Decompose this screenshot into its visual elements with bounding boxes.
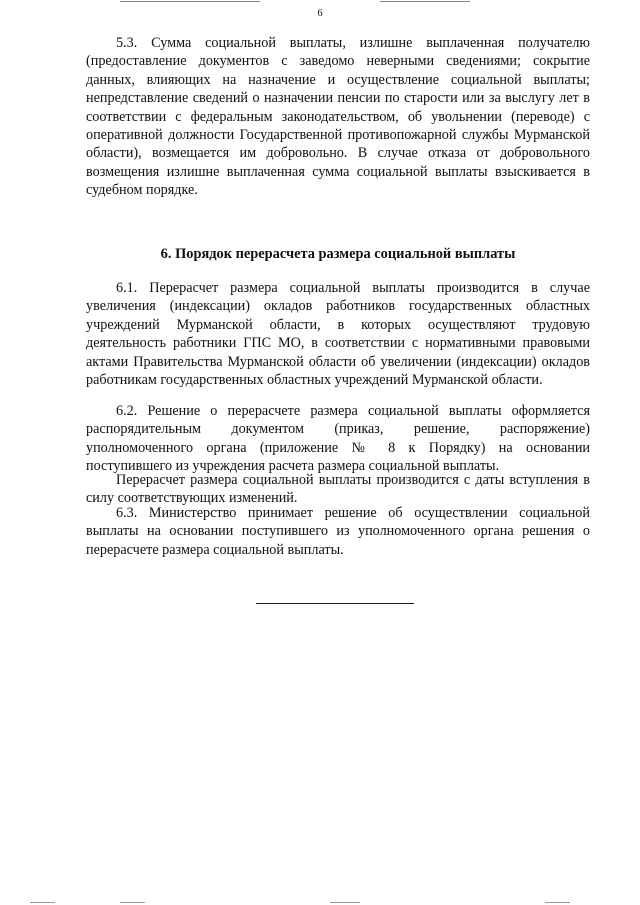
scan-bottom-mark-4 xyxy=(545,902,570,903)
paragraph-6-2-recalc-date: Перерасчет размера социальной выплаты производится с даты вступления в силу соответствующих изменений. xyxy=(86,472,590,507)
paragraph-6-3: 6.3. Министерство принимает решение об осуществлении социальной выплаты на основании поступившего из уполномоченного органа решения о перерасчете размера социальной выплаты. xyxy=(86,505,590,558)
paragraph-6-1: 6.1. Перерасчет размера социальной выплаты производится в случае увеличения (индексации) окладов работников государственных областных учреждений Мурманской области, в которых осуществляют трудовую деятельность работники ГПС МО, в соответствии с нормативными правовыми актами Правительства Мурманской области об увеличении (индексации) окладов работникам государственных областных учреждений Мурманской области. xyxy=(86,280,590,389)
scan-bottom-mark-1 xyxy=(30,902,55,903)
end-of-text-line xyxy=(256,603,414,604)
scan-edge-mark-right xyxy=(380,1,470,2)
page-number: 6 xyxy=(317,8,323,19)
paragraph-5-3: 5.3. Сумма социальной выплаты, излишне выплаченная получателю (предоставление документов с заведомо неверными сведениями; сокрытие данных, влияющих на назначение и осуществление социальной выплаты; непредставление сведений о назначении пенсии по старости или за выслугу лет в соответствии с федеральным законодательством, об увольнении (переводе) с оперативной должности Государственной противопожарной службы Мурманской области), возмещается им добровольно. В случае отказа от добровольного возмещения излишне выплаченная сумма социальной выплаты взыскивается в судебном порядке. xyxy=(86,35,590,199)
scan-edge-mark-left xyxy=(120,1,260,2)
scan-bottom-mark-3 xyxy=(330,902,360,903)
paragraph-6-2: 6.2. Решение о перерасчете размера социальной выплаты оформляется распорядительным документом (приказ, решение, распоряжение) уполномоченного органа (приложение № 8 к Порядку) на основании поступившего из учреждения расчета размера социальной выплаты. xyxy=(86,403,590,475)
scan-bottom-mark-2 xyxy=(120,902,145,903)
section-heading: 6. Порядок перерасчета размера социальной выплаты xyxy=(160,246,516,262)
